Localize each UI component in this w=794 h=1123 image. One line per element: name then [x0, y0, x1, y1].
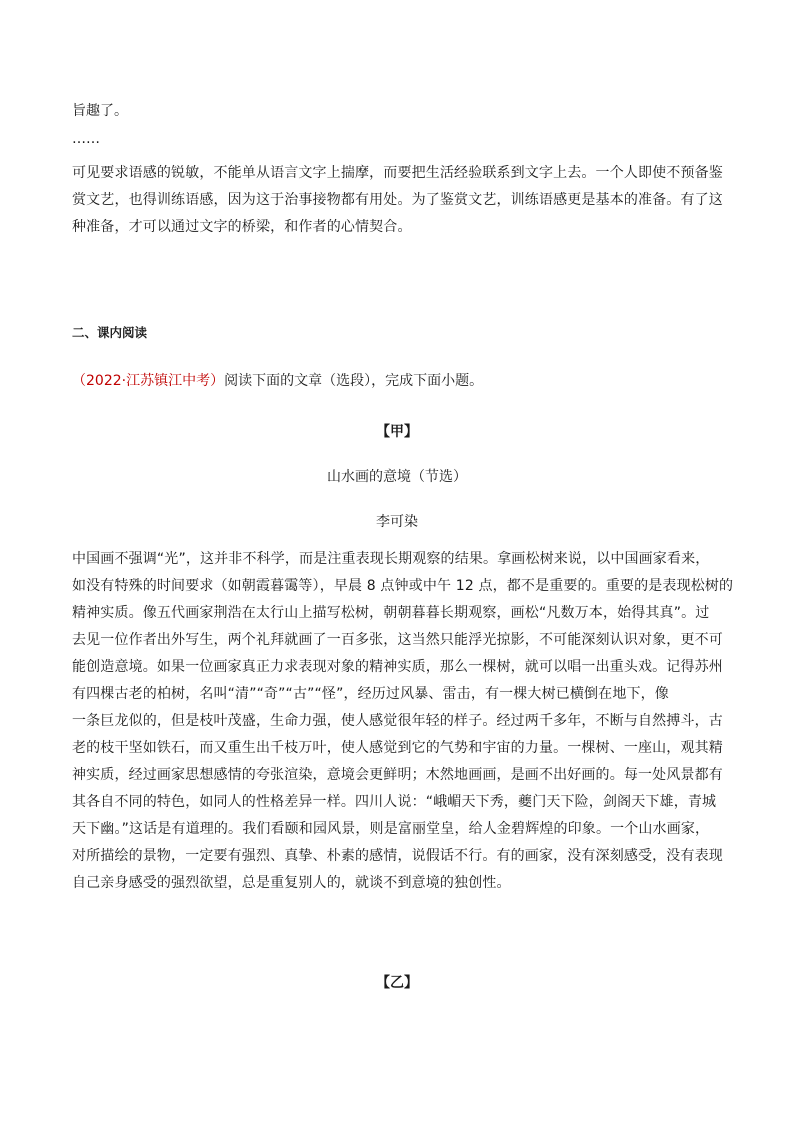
article-title: 山水画的意境（节选）: [327, 469, 467, 485]
paragraph-line: 中国画不强调“光”，这并非不科学，而是注重表现长期观察的结果。拿画松树来说，以中国画家看来，: [72, 551, 710, 567]
section-heading: 二、课内阅读: [72, 325, 148, 340]
paragraph-line: 一条巨龙似的，但是枝叶茂盛，生命力强，使人感觉很年轻的样子。经过两千多年，不断与自然搏斗，古: [72, 713, 723, 729]
paragraph-line: 神实质，经过画家思想感情的夸张渲染，意境会更鲜明；木然地画画，是画不出好画的。每一处风景都有: [72, 767, 723, 783]
intro-line: 旨趣了。: [72, 103, 128, 119]
paragraph-line: 去见一位作者出外写生，两个礼拜就画了一百多张，这当然只能浮光掠影，不可能深刻认识对象，更不可: [72, 632, 723, 648]
paragraph-line: 老的枝干坚如铁石，而又重生出千枝万叶，使人感觉到它的气势和宇宙的力量。一棵树、一座山，观其精: [72, 740, 723, 756]
article-a-body: [72, 546, 734, 897]
exam-source: （2022·江苏镇江中考）: [72, 373, 225, 389]
paragraph-line: 其各自不同的特色，如同人的性格差异一样。四川人说：“峨嵋天下秀，夔门天下险，剑阁天下雄，青城: [72, 794, 717, 810]
paragraph-line: 可见要求语感的锐敏，不能单从语言文字上揣摩，而要把生活经验联系到文字上去。一个人即使不预备鉴: [72, 165, 723, 181]
instruction-text: 阅读下面的文章（选段），完成下面小题。: [224, 373, 484, 389]
article-a-label: 【甲】: [376, 424, 418, 440]
paragraph-line: 天下幽。”这话是有道理的。我们看颐和园风景，则是富丽堂皇，给人金碧辉煌的印象。一个山水画家，: [72, 821, 710, 837]
paragraph-line: 自己亲身感受的强烈欲望，总是重复别人的，就谈不到意境的独创性。: [72, 875, 511, 891]
intro-paragraph: [72, 160, 722, 241]
paragraph-line: 精神实质。像五代画家荆浩在太行山上描写松树，朝朝暮暮长期观察，画松“凡数万本，始得其真”。过: [72, 605, 710, 621]
article-b-label: 【乙】: [376, 975, 418, 991]
paragraph-line: 种准备，才可以通过文字的桥梁，和作者的心情契合。: [72, 219, 412, 235]
question-intro: [72, 370, 722, 390]
article-author: 李可染: [376, 514, 418, 530]
paragraph-line: 对所描绘的景物，一定要有强烈、真挚、朴素的感情，说假话不行。有的画家，没有深刻感受，没有表现: [72, 848, 723, 864]
paragraph-line: 赏文艺，也得训练语感，因为这于治事接物都有用处。为了鉴赏文艺，训练语感更是基本的准备。有了这: [72, 192, 723, 208]
paragraph-line: 能创造意境。如果一位画家真正力求表现对象的精神实质，那么一棵树，就可以唱一出重头戏。记得苏州: [72, 659, 723, 675]
ellipsis: ……: [72, 131, 100, 147]
paragraph-line: 有四棵古老的柏树，名叫“清”“奇”“古”“怪”，经历过风暴、雷击，有一棵大树已横倒在地下，像: [72, 686, 669, 702]
paragraph-line: 如没有特殊的时间要求（如朝霞暮霭等），早晨 8 点钟或中午 12 点，都不是重要的。重要的是表现松树的: [72, 578, 734, 594]
